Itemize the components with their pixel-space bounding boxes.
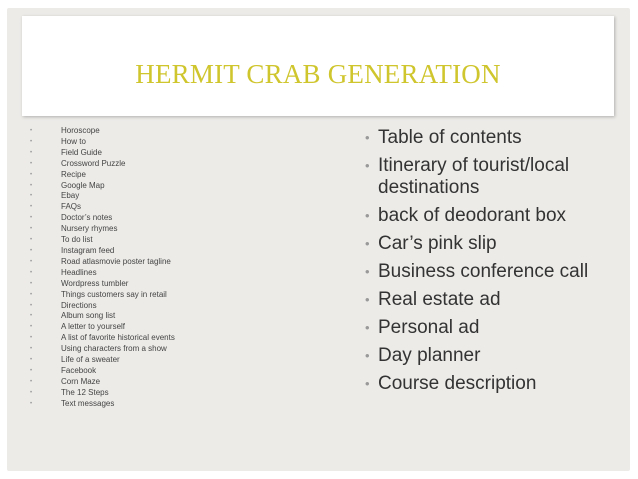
slide bbox=[7, 8, 630, 471]
list-item: • Corn Maze bbox=[30, 377, 230, 388]
left-bullet-list bbox=[30, 126, 230, 410]
list-item: • Business conference call bbox=[365, 261, 630, 283]
list-item: • Recipe bbox=[30, 170, 230, 181]
list-item: • A list of favorite historical events bbox=[30, 333, 230, 344]
list-item: • Doctor’s notes bbox=[30, 213, 230, 224]
list-item: • How to bbox=[30, 137, 230, 148]
list-item: • Field Guide bbox=[30, 148, 230, 159]
list-item: • Nursery rhymes bbox=[30, 224, 230, 235]
list-item: • Life of a sweater bbox=[30, 355, 230, 366]
list-item: • Facebook bbox=[30, 366, 230, 377]
list-item: • Day planner bbox=[365, 345, 630, 367]
list-item: • Table of contents bbox=[365, 127, 630, 149]
slide-title: HERMIT CRAB GENERATION bbox=[135, 59, 501, 89]
list-item: • Horoscope bbox=[30, 126, 230, 137]
list-item: • Using characters from a show bbox=[30, 344, 230, 355]
list-item: • Headlines bbox=[30, 268, 230, 279]
list-item: • To do list bbox=[30, 235, 230, 246]
list-item: • Album song list bbox=[30, 311, 230, 322]
list-item: • A letter to yourself bbox=[30, 322, 230, 333]
list-item: • Course description bbox=[365, 373, 630, 395]
list-item: • Instagram feed bbox=[30, 246, 230, 257]
list-item: • Real estate ad bbox=[365, 289, 630, 311]
list-item: • Text messages bbox=[30, 399, 230, 410]
list-item: • Itinerary of tourist/local destinations bbox=[365, 155, 630, 199]
list-item: • Directions bbox=[30, 301, 230, 312]
list-item: • Personal ad bbox=[365, 317, 630, 339]
list-item: • Google Map bbox=[30, 181, 230, 192]
list-item: • Wordpress tumbler bbox=[30, 279, 230, 290]
list-item: • FAQs bbox=[30, 202, 230, 213]
list-item: • Road atlasmovie poster tagline bbox=[30, 257, 230, 268]
list-item: • Car’s pink slip bbox=[365, 233, 630, 255]
list-item: • The 12 Steps bbox=[30, 388, 230, 399]
right-bullet-list bbox=[365, 127, 630, 401]
list-item: • Things customers say in retail bbox=[30, 290, 230, 301]
list-item: • Ebay bbox=[30, 191, 230, 202]
list-item: • Crossword Puzzle bbox=[30, 159, 230, 170]
title-box bbox=[22, 16, 614, 116]
list-item: • back of deodorant box bbox=[365, 205, 630, 227]
